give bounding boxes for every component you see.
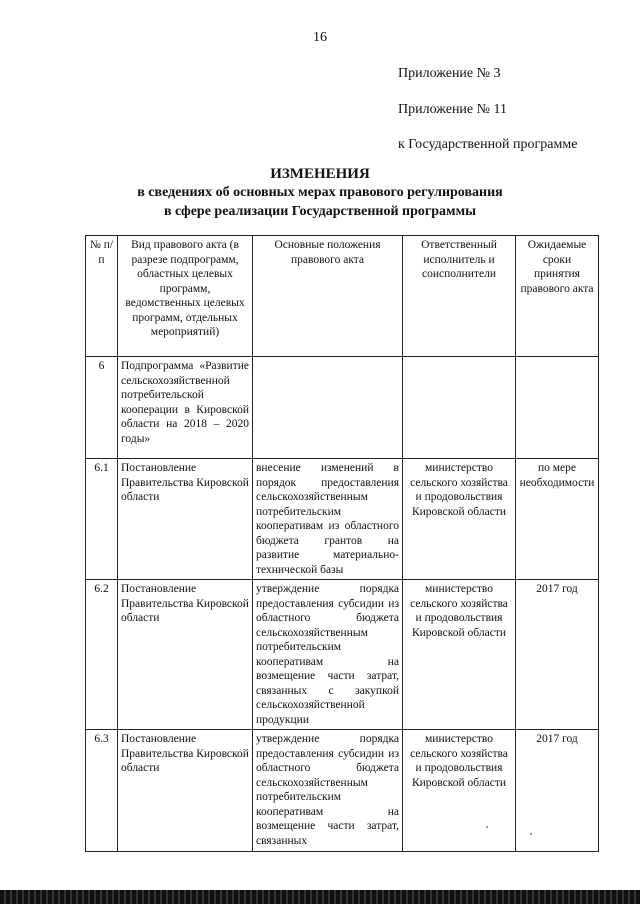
table-row bbox=[86, 357, 599, 459]
scan-speck bbox=[530, 833, 532, 835]
row-act: Постановление Правительства Кировской области bbox=[118, 730, 253, 852]
row-act: Постановление Правительства Кировской области bbox=[118, 459, 253, 580]
appendix-line-1: Приложение № 3 bbox=[398, 66, 501, 81]
table-header-row bbox=[86, 236, 599, 357]
row-term bbox=[516, 357, 599, 459]
document-title: ИЗМЕНЕНИЯ bbox=[270, 166, 370, 182]
row-executor bbox=[403, 357, 516, 459]
table-row bbox=[86, 730, 599, 852]
scan-edge-strip bbox=[0, 890, 640, 904]
row-term: 2017 год bbox=[516, 580, 599, 730]
header-executor: Ответственный исполнитель и соисполнители bbox=[403, 236, 516, 357]
row-executor: министерство сельского хозяйства и продовольствия Кировской области bbox=[403, 730, 516, 852]
appendix-line-3: к Государственной программе bbox=[398, 137, 578, 152]
appendix-line-2: Приложение № 11 bbox=[398, 102, 507, 117]
table-row bbox=[86, 580, 599, 730]
document-subtitle-2: в сфере реализации Государственной программы bbox=[163, 204, 477, 219]
row-num: 6 bbox=[86, 357, 118, 459]
header-act-type: Вид правового акта (в разрезе подпрограмм, областных целевых программ, ведомственных целевых программ, отдельных мероприятий) bbox=[118, 236, 253, 357]
document-subtitle-1: в сведениях об основных мерах правового регулирования bbox=[137, 185, 503, 200]
row-provisions: внесение изменений в порядок предоставления сельскохозяйственным потребительским кооперативам из областного бюджета грантов на развитие материально-технической базы bbox=[253, 459, 403, 580]
row-act: Постановление Правительства Кировской области bbox=[118, 580, 253, 730]
row-term: по мере необходимости bbox=[516, 459, 599, 580]
row-term: 2017 год bbox=[516, 730, 599, 852]
row-act: Подпрограмма «Развитие сельскохозяйственной потребительской кооперации в Кировской области на 2018 – 2020 годы» bbox=[118, 357, 253, 459]
scan-speck bbox=[486, 826, 488, 828]
header-provisions: Основные положения правового акта bbox=[253, 236, 403, 357]
row-num: 6.3 bbox=[86, 730, 118, 852]
row-provisions bbox=[253, 357, 403, 459]
table-row bbox=[86, 459, 599, 580]
row-num: 6.2 bbox=[86, 580, 118, 730]
measures-table bbox=[85, 235, 599, 852]
header-num: № п/п bbox=[86, 236, 118, 357]
row-provisions: утверждение порядка предоставления субсидии из областного бюджета сельскохозяйственным потребительским кооперативам на возмещение части затрат, связанных bbox=[253, 730, 403, 852]
page-number: 16 bbox=[313, 30, 327, 45]
row-executor: министерство сельского хозяйства и продовольствия Кировской области bbox=[403, 459, 516, 580]
header-term: Ожидаемые сроки принятия правового акта bbox=[516, 236, 599, 357]
row-num: 6.1 bbox=[86, 459, 118, 580]
row-provisions: утверждение порядка предоставления субсидии из областного бюджета сельскохозяйственным потребительским кооперативам на возмещение части затрат, связанных с закупкой сельскохозяйственной продукции bbox=[253, 580, 403, 730]
row-executor: министерство сельского хозяйства и продовольствия Кировской области bbox=[403, 580, 516, 730]
